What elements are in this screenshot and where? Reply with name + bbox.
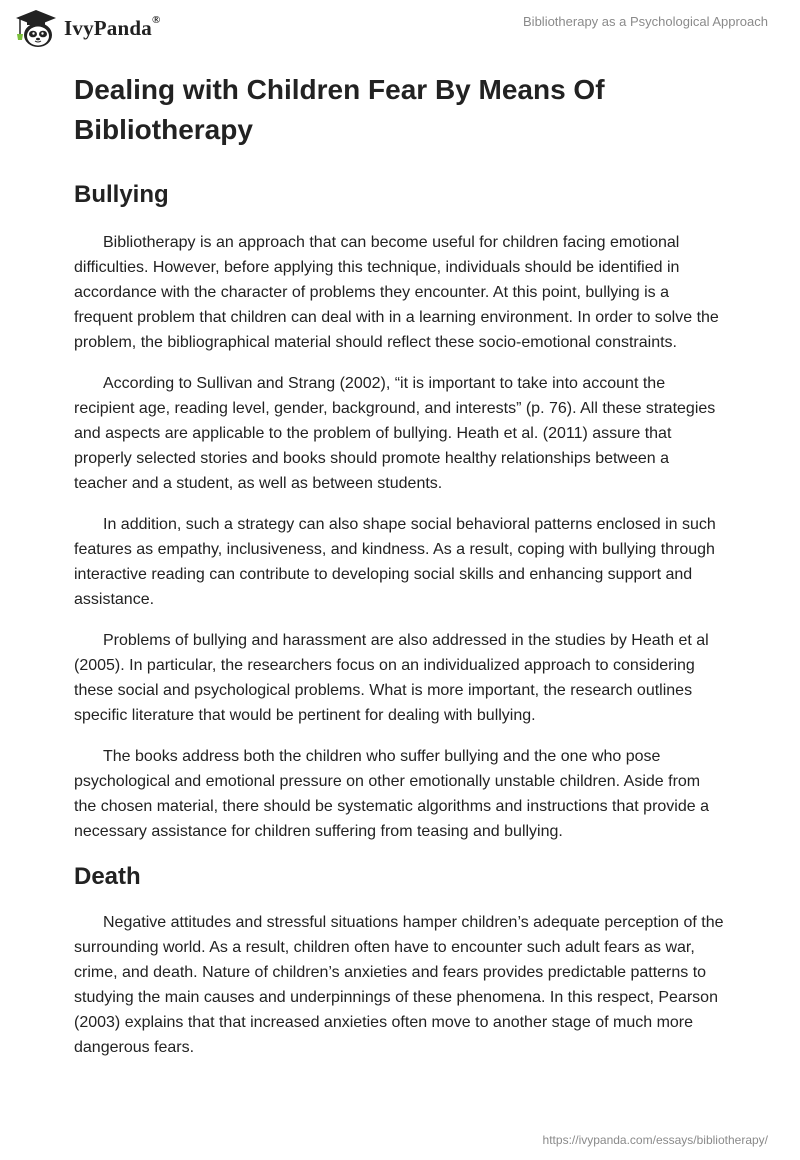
paragraph: Negative attitudes and stressful situations hamper children’s adequate perception of the surrounding world. As a result, children often have to encounter such adult fears as war, crime, and death. Nature of children’s anxieties and fears provides predictable patterns to studying the main causes and underpinnings of these phenomena. In this respect, Pearson (2003) explains that that increased anxieties often move to another stage of much more dangerous fears. — [74, 914, 724, 1056]
running-title: Bibliotherapy as a Psychological Approach — [523, 14, 768, 29]
essay-content — [74, 70, 724, 1060]
section-heading-death: Death — [74, 863, 141, 890]
paragraph: Bibliotherapy is an approach that can become useful for children facing emotional difficulties. However, before applying this technique, individuals should be identified in accordance with the character of problems they encounter. At this point, bullying is a frequent problem that children can deal with in a learning environment. In order to solve the problem, the bibliographical material should reflect these socio-emotional constraints. — [74, 234, 719, 351]
paragraph: In addition, such a strategy can also shape social behavioral patterns enclosed in such features as empathy, inclusiveness, and kindness. As a result, coping with bullying through interactive reading can contribute to developing social skills and enhancing support and assistance. — [74, 516, 716, 608]
panda-graduate-icon — [14, 8, 58, 48]
paragraph: According to Sullivan and Strang (2002), “it is important to take into account the recipient age, reading level, gender, background, and interests” (p. 76). All these strategies and aspects are applicable to the problem of bullying. Heath et al. (2011) assure that properly selected stories and books should promote healthy relationships between a teacher and a student, as well as between students. — [74, 375, 716, 492]
footer-source-url[interactable]: https://ivypanda.com/essays/bibliotherapy/ — [542, 1133, 768, 1147]
paragraph: The books address both the children who suffer bullying and the one who pose psychological and emotional pressure on other emotionally unstable children. Aside from the chosen material, there should be systematic algorithms and instructions that provide a necessary assistance for children suffering from teasing and bullying. — [74, 748, 709, 840]
paragraph: Problems of bullying and harassment are also addressed in the studies by Heath et al (2005). In particular, the researchers focus on an individualized approach to considering these social and psychological problems. What is more important, the research outlines specific literature that would be pertinent for dealing with bullying. — [74, 632, 709, 724]
ivypanda-logo[interactable] — [14, 8, 160, 48]
section-heading-bullying: Bullying — [74, 181, 169, 208]
page-header — [0, 0, 800, 60]
logo-wordmark: IvyPanda® — [64, 13, 161, 40]
page-title: Dealing with Children Fear By Means Of Bibliotherapy — [74, 74, 605, 145]
